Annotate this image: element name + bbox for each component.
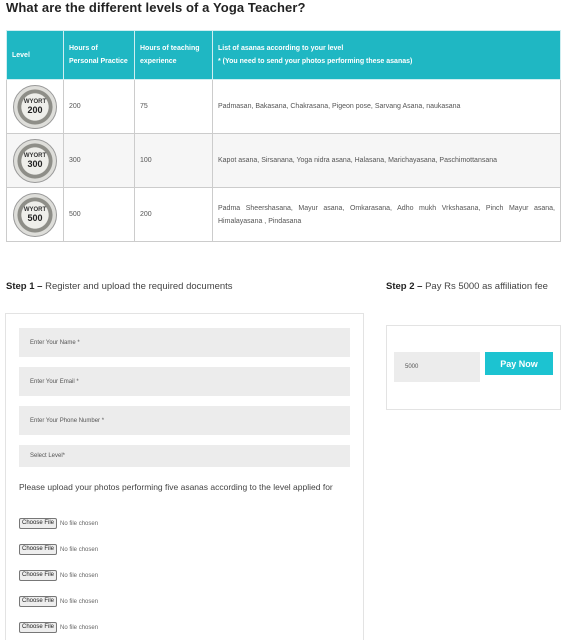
registration-form — [5, 313, 364, 640]
pay-now-button[interactable]: Pay Now — [485, 352, 553, 375]
payment-box — [386, 325, 561, 410]
teaching-hours-cell: 75 — [135, 80, 213, 134]
table-header-row — [7, 31, 561, 80]
asanas-cell: Padma Sheershasana, Mayur asana, Omkarasana, Adho mukh Vrkshasana, Pinch Mayur asana, Himalayasana , Pindasana — [213, 188, 561, 242]
file-status: No file chosen — [60, 624, 99, 631]
file-upload-1 — [19, 518, 98, 529]
choose-file-button[interactable]: Choose File — [19, 544, 57, 555]
choose-file-button[interactable]: Choose File — [19, 596, 57, 607]
badge-top-text: WYORT — [23, 98, 47, 105]
teaching-hours-cell: 100 — [135, 134, 213, 188]
header-asanas — [213, 31, 561, 80]
level-select[interactable]: Select Level* — [19, 445, 350, 467]
practice-hours-cell: 300 — [64, 134, 135, 188]
email-field[interactable]: Enter Your Email * — [19, 367, 350, 396]
upload-instructions: Please upload your photos performing five asanas according to the level applied for — [19, 482, 333, 492]
badge-number: 500 — [27, 212, 43, 223]
step1-title — [6, 281, 233, 292]
level-badge-cell — [7, 134, 64, 188]
choose-file-button[interactable]: Choose File — [19, 570, 57, 581]
level-badge-cell — [7, 188, 64, 242]
step1-text: Register and upload the required documents — [42, 281, 233, 292]
file-status: No file chosen — [60, 598, 99, 605]
step2-title — [386, 279, 561, 294]
table-row — [7, 188, 561, 242]
choose-file-button[interactable]: Choose File — [19, 518, 57, 529]
table-row — [7, 134, 561, 188]
file-upload-5 — [19, 622, 98, 633]
choose-file-button[interactable]: Choose File — [19, 622, 57, 633]
badge-top-text: WYORT — [23, 206, 47, 213]
step2-label: Step 2 – — [386, 281, 423, 292]
wyort-300-badge-icon — [13, 139, 57, 183]
header-level: Level — [7, 31, 64, 80]
asanas-cell: Kapot asana, Sirsanana, Yoga nidra asana, Halasana, Marichayasana, Paschimottansana — [213, 134, 561, 188]
wyort-200-badge-icon — [13, 85, 57, 129]
name-field[interactable]: Enter Your Name * — [19, 328, 350, 357]
page-heading: What are the different levels of a Yoga Teacher? — [6, 0, 306, 15]
table-row — [7, 80, 561, 134]
file-upload-2 — [19, 544, 98, 555]
file-status: No file chosen — [60, 546, 99, 553]
asanas-cell: Padmasan, Bakasana, Chakrasana, Pigeon pose, Sarvang Asana, naukasana — [213, 80, 561, 134]
level-badge-cell — [7, 80, 64, 134]
badge-number: 300 — [27, 158, 43, 169]
file-status: No file chosen — [60, 572, 99, 579]
teaching-hours-cell: 200 — [135, 188, 213, 242]
wyort-500-badge-icon — [13, 193, 57, 237]
file-upload-4 — [19, 596, 98, 607]
amount-field[interactable]: 5000 — [394, 352, 480, 382]
badge-top-text: WYORT — [23, 152, 47, 159]
header-hours-teaching: Hours of teaching experience — [135, 31, 213, 80]
header-asanas-note: * (You need to send your photos performing these asanas) — [218, 58, 413, 65]
file-status: No file chosen — [60, 520, 99, 527]
header-asanas-title: List of asanas according to your level — [218, 45, 344, 52]
header-hours-practice: Hours of Personal Practice — [64, 31, 135, 80]
step1-label: Step 1 – — [6, 281, 43, 292]
phone-field[interactable]: Enter Your Phone Number * — [19, 406, 350, 435]
practice-hours-cell: 200 — [64, 80, 135, 134]
file-upload-3 — [19, 570, 98, 581]
levels-table — [6, 30, 561, 242]
practice-hours-cell: 500 — [64, 188, 135, 242]
step2-text: Pay Rs 5000 as affiliation fee — [422, 281, 548, 292]
badge-number: 200 — [27, 104, 43, 115]
